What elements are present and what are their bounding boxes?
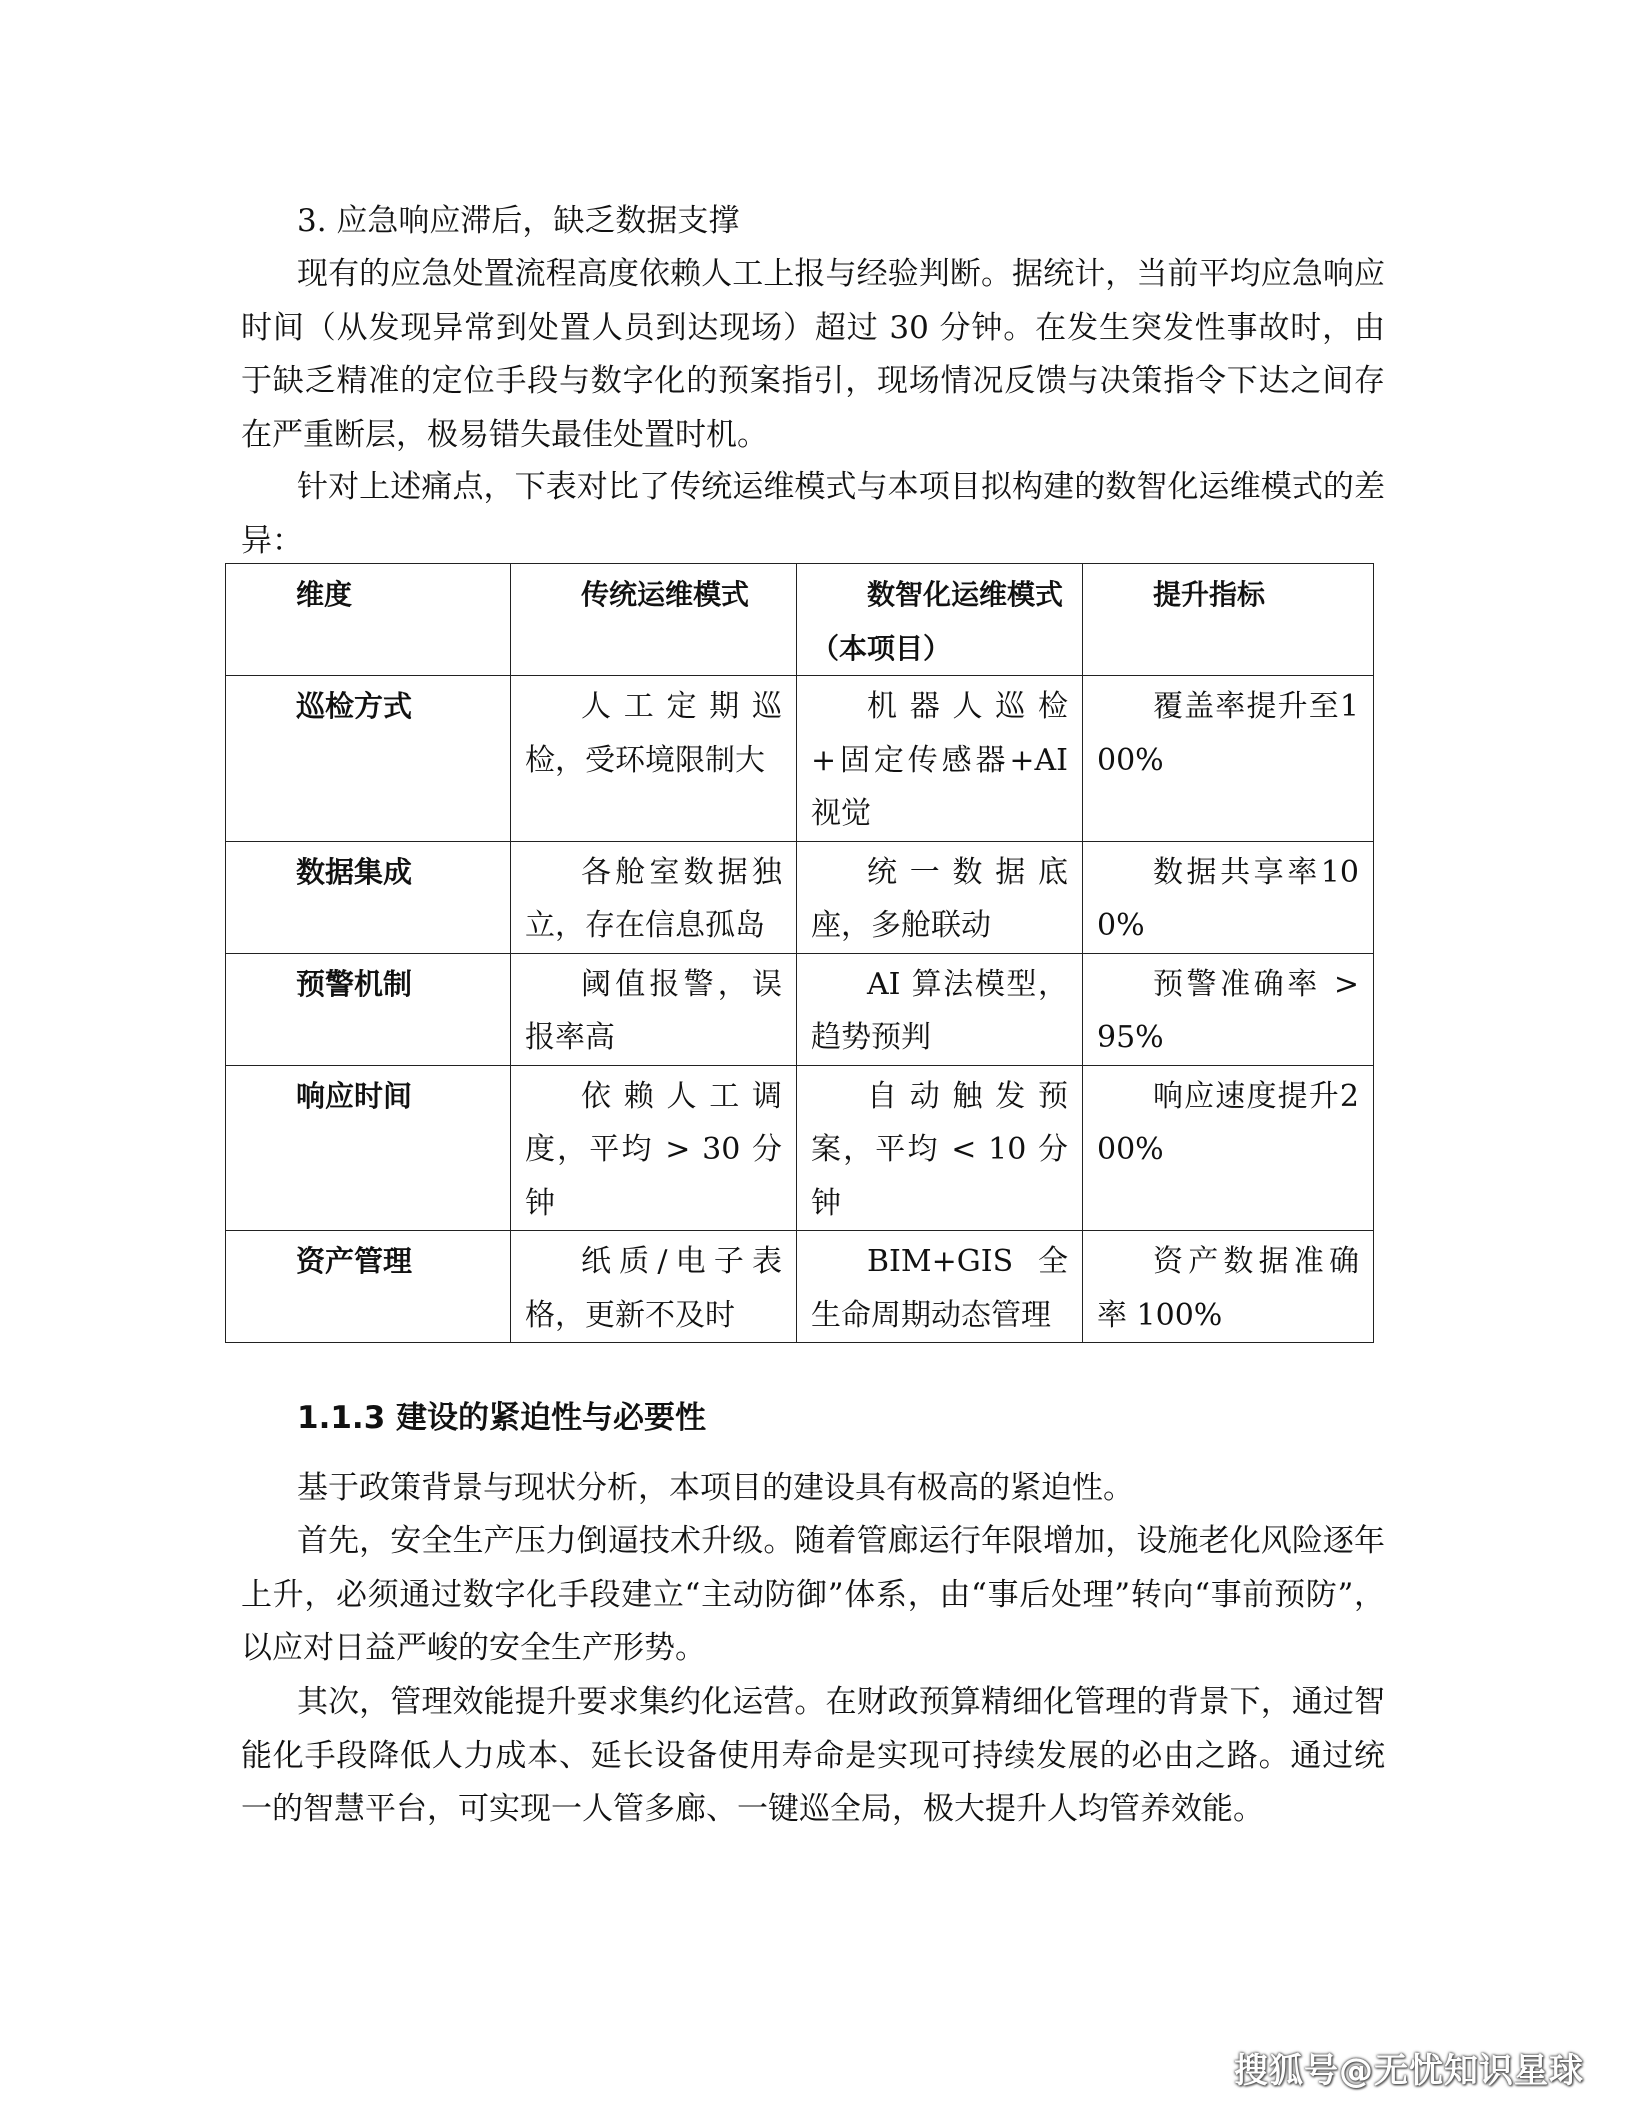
cell-improvement: 资产数据准确率 100% [1083, 1231, 1374, 1343]
paragraph-table-intro: 针对上述痛点，下表对比了传统运维模式与本项目拟构建的数智化运维模式的差异： [241, 469, 1385, 559]
cell-traditional: 人工定期巡检，受环境限制大 [511, 676, 797, 842]
cell-improvement: 预警准确率 > 95% [1083, 953, 1374, 1065]
cell-digital: BIM+GIS 全生命周期动态管理 [797, 1231, 1083, 1343]
table-row [226, 1231, 1374, 1343]
cell-traditional: 依赖人工调度，平均 > 30 分钟 [511, 1065, 797, 1231]
cell-dimension: 资产管理 [226, 1231, 511, 1343]
paragraph-emergency: 现有的应急处置流程高度依赖人工上报与经验判断。据统计，当前平均应急响应时间（从发现异常到处置人员到达现场）超过 30 分钟。在发生突发性事故时，由于缺乏精准的定位手段与数字化的预案指引，现场情况反馈与决策指令下达之间存在严重断层，极易错失最佳处置时机。 [241, 256, 1385, 453]
cell-improvement: 响应速度提升200% [1083, 1065, 1374, 1231]
cell-dimension: 预警机制 [226, 953, 511, 1065]
paragraph-first: 首先，安全生产压力倒逼技术升级。随着管廊运行年限增加，设施老化风险逐年上升，必须通过数字化手段建立“主动防御”体系，由“事后处理”转向“事前预防”，以应对日益严峻的安全生产形势。 [241, 1523, 1385, 1666]
cell-dimension: 数据集成 [226, 841, 511, 953]
header-cell-dimension: 维度 [226, 564, 511, 676]
cell-traditional: 纸质/电子表格，更新不及时 [511, 1231, 797, 1343]
table-header-row [226, 564, 1374, 676]
table-row [226, 841, 1374, 953]
cell-traditional: 各舱室数据独立，存在信息孤岛 [511, 841, 797, 953]
header-cell-traditional: 传统运维模式 [511, 564, 797, 676]
paragraph-urgency: 基于政策背景与现状分析，本项目的建设具有极高的紧迫性。 [297, 1470, 1134, 1506]
watermark: 搜狐号@无忧知识星球 [1234, 2051, 1584, 2091]
table-row [226, 1065, 1374, 1231]
comparison-table [225, 563, 1374, 1343]
table-row [226, 676, 1374, 842]
cell-dimension: 响应时间 [226, 1065, 511, 1231]
header-cell-improvement: 提升指标 [1083, 564, 1374, 676]
section-item-title: 3. 应急响应滞后，缺乏数据支撑 [297, 203, 740, 239]
table-row [226, 953, 1374, 1065]
cell-digital: 机器人巡检+固定传感器+AI 视觉 [797, 676, 1083, 842]
cell-improvement: 覆盖率提升至100% [1083, 676, 1374, 842]
paragraph-second: 其次，管理效能提升要求集约化运营。在财政预算精细化管理的背景下，通过智能化手段降低人力成本、延长设备使用寿命是实现可持续发展的必由之路。通过统一的智慧平台，可实现一人管多廊、一键巡全局，极大提升人均管养效能。 [241, 1684, 1385, 1827]
header-cell-digital: 数智化运维模式（本项目） [797, 564, 1083, 676]
cell-improvement: 数据共享率100% [1083, 841, 1374, 953]
cell-digital: AI 算法模型，趋势预判 [797, 953, 1083, 1065]
cell-traditional: 阈值报警，误报率高 [511, 953, 797, 1065]
section-heading: 1.1.3 建设的紧迫性与必要性 [297, 1400, 707, 1436]
cell-digital: 统一数据底座，多舱联动 [797, 841, 1083, 953]
cell-digital: 自动触发预案，平均 < 10 分钟 [797, 1065, 1083, 1231]
cell-dimension: 巡检方式 [226, 676, 511, 842]
